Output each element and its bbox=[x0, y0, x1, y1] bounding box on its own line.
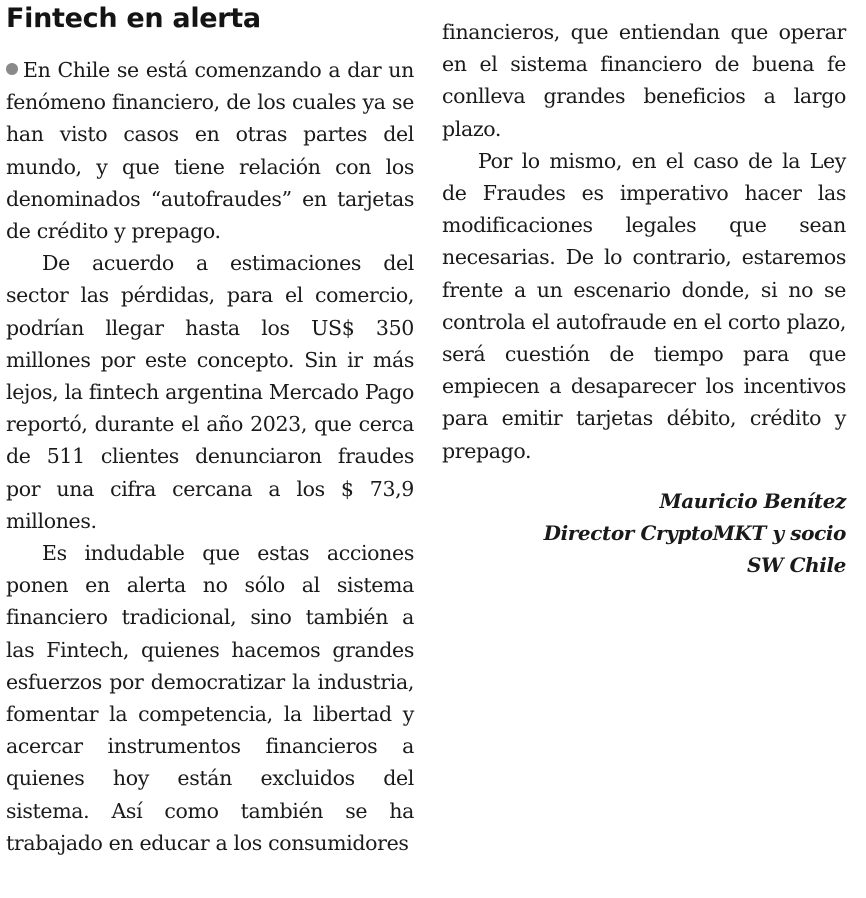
bullet-icon bbox=[6, 63, 18, 75]
article-paragraph-1 bbox=[6, 54, 414, 247]
article-paragraph-4: Por lo mismo, en el caso de la Ley de Fraudes es imperativo hacer las modificaciones legales que sean necesarias. De lo contrario, estaremos frente a un escenario donde, si no se controla el autofraude en el corto plazo, será cuestión de tiempo para que empiecen a desaparecer los incentivos para emitir tarjetas débito, crédito y prepago. bbox=[442, 148, 846, 463]
author-role: Director CryptoMKT y socio bbox=[543, 521, 846, 546]
paragraph-1-text: En Chile se está comenzando a dar un fenómeno financiero, de los cuales ya se han visto casos en otras partes del mundo, y que tiene relación con los denominados “autofraudes” en tarjetas de crédito y prepago. bbox=[6, 58, 414, 244]
article-column-left bbox=[6, 54, 414, 859]
author-signature bbox=[442, 485, 846, 582]
article-paragraph-3: Es indudable que estas acciones ponen en alerta no sólo al sistema financiero tradicional, sino también a las Fintech, quienes hacemos grandes esfuerzos por democratizar la industria, fomentar la competencia, la libertad y acercar instrumentos financieros a quienes hoy están excluidos del sistema. Así como también se ha trabajado en educar a los consumidores bbox=[6, 541, 414, 855]
article-column-right bbox=[442, 16, 846, 581]
article-paragraph-2: De acuerdo a estimaciones del sector las pérdidas, para el comercio, podrían llegar hasta los US$ 350 millones por este concepto. Sin ir más lejos, la fintech argentina Mercado Pago reportó, durante el año 2023, que cerca de 511 clientes denunciaron fraudes por una cifra cercana a los $ 73,9 millones. bbox=[6, 251, 414, 533]
author-organization: SW Chile bbox=[746, 553, 846, 578]
article-headline: Fintech en alerta bbox=[6, 3, 261, 34]
author-name: Mauricio Benítez bbox=[659, 488, 846, 513]
article-paragraph-3-continued: financieros, que entiendan que operar en el sistema financiero de buena fe conlleva grandes beneficios a largo plazo. bbox=[442, 20, 846, 141]
